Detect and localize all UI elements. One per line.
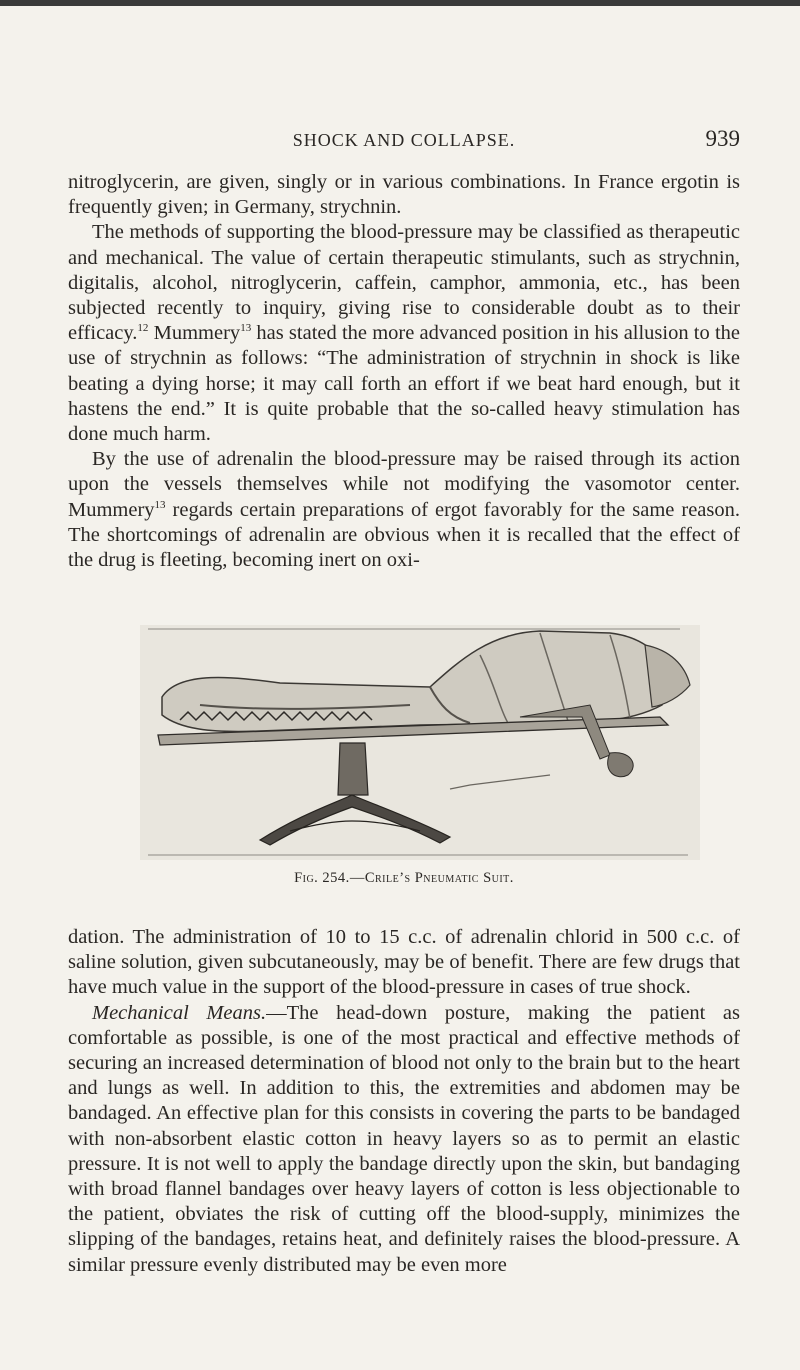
text-block-top: [68, 170, 740, 573]
footnote-ref: 13: [240, 322, 252, 335]
paragraph-5: Mechanical Means.—The head-down posture, making the patient as comfortable as possible, is one of the most practical and effective methods of securing an increased determination of blood not only to the brain but to the heart and lungs as well. In addition to this, the extremities and abdomen may be bandaged. An effective plan for this consists in covering the parts to be bandaged with non-absorbent elastic cotton in heavy layers so as to permit an elastic pressure. It is not well to apply the bandage directly upon the skin, but bandaging with broad flannel bandages over heavy layers of cotton is less objectionable to the patient, obviates the risk of cutting off the blood-supply, minimizes the slipping of the bandages, retains heat, and definitely raises the blood-pressure. A similar pressure evenly distributed may be even more: [68, 1001, 740, 1276]
figure-label: Fig. 254.: [294, 870, 350, 886]
footnote-ref: 13: [154, 498, 166, 511]
paragraph-4: dation. The administration of 10 to 15 c.c. of adrenalin chlorid in 500 c.c. of saline solution, given subcutaneously, may be of benefit. There are few drugs that have much value in the support of the blood-pressure in cases of true shock.: [68, 926, 740, 999]
figure-caption-text: —Crile’s Pneumatic Suit.: [349, 870, 514, 886]
text-block-bottom: [68, 925, 740, 1278]
footnote-ref: 12: [137, 322, 149, 335]
running-title: SHOCK AND COLLAPSE.: [292, 130, 516, 150]
section-heading: Mechanical Means.: [92, 1001, 267, 1024]
figure-pneumatic-suit-illustration: [140, 625, 700, 860]
page-header: [68, 126, 740, 156]
paragraph-1: nitroglycerin, are given, singly or in various combinations. In France ergotin is frequently given; in Germany, strychnin.: [68, 171, 740, 219]
paragraph-2: The methods of supporting the blood-pressure may be classified as therapeutic and mechanical. The value of certain therapeutic stimulants, such as strychnin, digitalis, alcohol, nitroglycerin, caffein, camphor, ammonia, etc., has been subjected recently to inquiry, giving rise to considerable doubt as to their efficacy.$^{12}$ Mummery$^{13}$ has stated the more advanced position in his allusion to the use of strychnin as follows: “The administration of strychnin in shock is like beating a dying horse; it may call forth an effort if we beat hard enough, but it hastens the end.” It is quite probable that the so-called heavy stimulation has done much harm.: [68, 221, 741, 446]
page-number: 939: [705, 126, 740, 151]
paragraph-3: By the use of adrenalin the blood-pressure may be raised through its action upon the vessels themselves while not modifying the vasomotor center. Mummery$^{13}$ regards certain preparations of ergot favorably for the same reason. The shortcomings of adrenalin are obvious when it is recalled that the effect of the drug is fleeting, becoming inert on oxi-: [68, 448, 740, 572]
figure-caption: [68, 870, 740, 887]
top-border-rule: [0, 0, 800, 6]
